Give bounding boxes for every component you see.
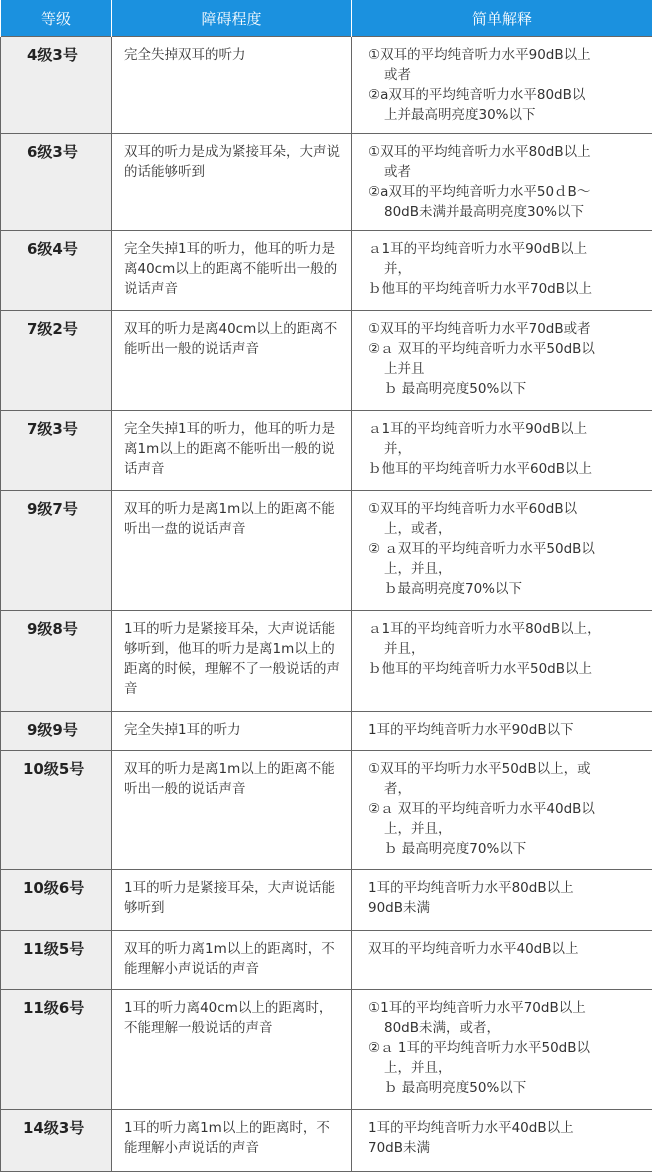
explanation-line: ①1耳的平均纯音听力水平70dB以上 — [368, 1000, 586, 1016]
explanation-line: 上，或者， — [384, 521, 452, 537]
header-grade: 等级 — [1, 0, 112, 37]
explanation-line: ａ1耳的平均纯音听力水平90dB以上 — [368, 241, 588, 257]
explanation-cell — [352, 870, 652, 931]
grade-cell: 7级2号 — [1, 311, 112, 411]
explanation-line: ｂ他耳的平均纯音听力水平60dB以上 — [368, 461, 593, 477]
table-row — [1, 751, 652, 870]
explanation-line: ②a双耳的平均纯音听力水平50ｄB～ — [368, 184, 591, 200]
explanation-cell — [352, 134, 652, 231]
explanation-cell — [352, 931, 652, 990]
header-row — [1, 0, 652, 37]
table-row — [1, 491, 652, 611]
explanation-line: 上，并且， — [384, 821, 452, 837]
table-row — [1, 712, 652, 751]
grade-cell: 10级5号 — [1, 751, 112, 870]
degree-cell: 1耳的听力是紧接耳朵，大声说话能够听到，他耳的听力是离1m以上的距离的时候，理解不了一般说话的声音 — [112, 611, 352, 712]
degree-cell: 完全失掉1耳的听力 — [112, 712, 352, 751]
explanation-cell — [352, 990, 652, 1110]
table-row — [1, 311, 652, 411]
grade-cell: 14级3号 — [1, 1110, 112, 1172]
explanation-line: ａ1耳的平均纯音听力水平80dB以上， — [368, 621, 601, 637]
degree-cell: 双耳的听力离1m以上的距离时，不能理解小声说话的声音 — [112, 931, 352, 990]
explanation-line: 或者 — [384, 67, 411, 83]
explanation-line: 上并且 — [384, 361, 425, 377]
explanation-line: 并， — [384, 441, 411, 457]
explanation-line: ①双耳的平均纯音听力水平80dB以上 — [368, 144, 591, 160]
degree-cell: 1耳的听力离40cm以上的距离时，不能理解一般说话的声音 — [112, 990, 352, 1110]
explanation-cell — [352, 611, 652, 712]
explanation-line: ①双耳的平均听力水平50dB以上，或 — [368, 761, 591, 777]
degree-cell: 双耳的听力是离40cm以上的距离不能听出一般的说话声音 — [112, 311, 352, 411]
table-row — [1, 870, 652, 931]
explanation-line: 上并最高明亮度30%以下 — [384, 107, 536, 123]
explanation-line: 80dB未满，或者， — [384, 1020, 501, 1036]
header-explanation: 简单解释 — [352, 0, 652, 37]
explanation-line: ② ａ双耳的平均纯音听力水平50dB以 — [368, 541, 595, 557]
explanation-line: ｂ他耳的平均纯音听力水平70dB以上 — [368, 281, 593, 297]
explanation-line: ②ａ 双耳的平均纯音听力水平50dB以 — [368, 341, 595, 357]
degree-cell: 1耳的听力离1m以上的距离时，不能理解小声说话的声音 — [112, 1110, 352, 1172]
explanation-line: 双耳的平均纯音听力水平40dB以上 — [368, 941, 579, 957]
explanation-cell — [352, 491, 652, 611]
degree-cell: 双耳的听力是离1m以上的距离不能听出一盘的说话声音 — [112, 491, 352, 611]
explanation-line: ｂ最高明亮度70%以下 — [384, 581, 523, 597]
explanation-line: ①双耳的平均纯音听力水平90dB以上 — [368, 47, 591, 63]
explanation-line: 者， — [384, 781, 411, 797]
explanation-cell — [352, 751, 652, 870]
grade-cell: 11级5号 — [1, 931, 112, 990]
grade-cell: 11级6号 — [1, 990, 112, 1110]
explanation-line: ②ａ 双耳的平均纯音听力水平40dB以 — [368, 801, 595, 817]
explanation-line: ａ1耳的平均纯音听力水平90dB以上 — [368, 421, 588, 437]
grade-cell: 9级9号 — [1, 712, 112, 751]
explanation-line: 1耳的平均纯音听力水平80dB以上 — [368, 880, 574, 896]
grade-cell: 6级3号 — [1, 134, 112, 231]
degree-cell: 完全失掉双耳的听力 — [112, 37, 352, 134]
table-row — [1, 611, 652, 712]
grade-cell: 9级7号 — [1, 491, 112, 611]
table-row — [1, 1110, 652, 1172]
explanation-cell — [352, 231, 652, 311]
table-row — [1, 134, 652, 231]
grade-cell: 6级4号 — [1, 231, 112, 311]
explanation-cell — [352, 411, 652, 491]
explanation-line: ｂ 最高明亮度50%以下 — [384, 381, 527, 397]
header-degree: 障碍程度 — [112, 0, 352, 37]
explanation-line: 1耳的平均纯音听力水平90dB以下 — [368, 722, 574, 738]
explanation-line: 70dB未满 — [368, 1140, 431, 1156]
explanation-line: ①双耳的平均纯音听力水平60dB以 — [368, 501, 578, 517]
explanation-line: ｂ 最高明亮度70%以下 — [384, 841, 527, 857]
explanation-cell — [352, 37, 652, 134]
explanation-line: 或者 — [384, 164, 411, 180]
explanation-line: ②a双耳的平均纯音听力水平80dB以 — [368, 87, 586, 103]
explanation-line: ｂ他耳的平均纯音听力水平50dB以上 — [368, 661, 593, 677]
degree-cell: 1耳的听力是紧接耳朵，大声说话能够听到 — [112, 870, 352, 931]
grade-cell: 9级8号 — [1, 611, 112, 712]
table-row — [1, 931, 652, 990]
explanation-line: 并， — [384, 261, 411, 277]
degree-cell: 双耳的听力是离1m以上的距离不能听出一般的说话声音 — [112, 751, 352, 870]
grade-cell: 4级3号 — [1, 37, 112, 134]
degree-cell: 完全失掉1耳的听力，他耳的听力是离1m以上的距离不能听出一般的说话声音 — [112, 411, 352, 491]
explanation-line: ｂ 最高明亮度50%以下 — [384, 1080, 527, 1096]
explanation-line: 80dB未满并最高明亮度30%以下 — [384, 204, 585, 220]
explanation-line: ②ａ 1耳的平均纯音听力水平50dB以 — [368, 1040, 590, 1056]
explanation-line: ①双耳的平均纯音听力水平70dB或者 — [368, 321, 591, 337]
explanation-cell — [352, 311, 652, 411]
explanation-line: 90dB未满 — [368, 900, 431, 916]
table-row — [1, 411, 652, 491]
explanation-cell — [352, 712, 652, 751]
table-row — [1, 231, 652, 311]
table-row — [1, 990, 652, 1110]
explanation-cell — [352, 1110, 652, 1172]
explanation-line: 上，并且， — [384, 1060, 452, 1076]
table-row — [1, 37, 652, 134]
explanation-line: 并且， — [384, 641, 425, 657]
grade-cell: 7级3号 — [1, 411, 112, 491]
grade-cell: 10级6号 — [1, 870, 112, 931]
explanation-line: 上，并且， — [384, 561, 452, 577]
explanation-line: 1耳的平均纯音听力水平40dB以上 — [368, 1120, 574, 1136]
degree-cell: 完全失掉1耳的听力，他耳的听力是离40cm以上的距离不能听出一般的说话声音 — [112, 231, 352, 311]
degree-cell: 双耳的听力是成为紧接耳朵，大声说的话能够听到 — [112, 134, 352, 231]
